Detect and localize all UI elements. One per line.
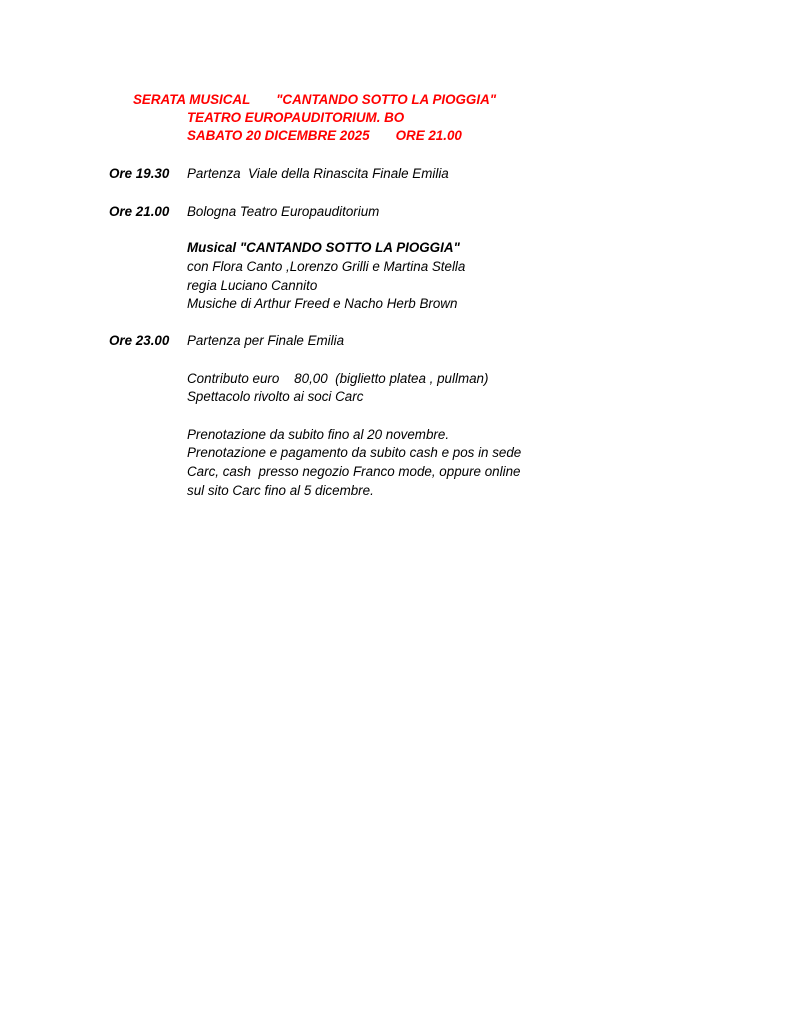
show-title: Musical "CANTANDO SOTTO LA PIOGGIA" xyxy=(187,240,460,255)
schedule-time: Ore 21.00 xyxy=(109,204,170,219)
show-direction: regia Luciano Cannito xyxy=(187,278,318,293)
booking-line: Carc, cash presso negozio Franco mode, oppure online xyxy=(187,464,521,479)
schedule-time: Ore 19.30 xyxy=(109,166,170,181)
show-music: Musiche di Arthur Freed e Nacho Herb Brown xyxy=(187,296,458,311)
booking-line: Prenotazione e pagamento da subito cash e pos in sede xyxy=(187,445,522,460)
schedule-text: Partenza Viale della Rinascita Finale Emilia xyxy=(187,166,449,181)
header-title: SERATA MUSICAL "CANTANDO SOTTO LA PIOGGIA" xyxy=(133,92,497,107)
booking-line: Prenotazione da subito fino al 20 novembre. xyxy=(187,427,450,442)
schedule-time: Ore 23.00 xyxy=(109,333,170,348)
audience-text: Spettacolo rivolto ai soci Carc xyxy=(187,389,364,404)
booking-line: sul sito Carc fino al 5 dicembre. xyxy=(187,483,374,498)
schedule-text: Partenza per Finale Emilia xyxy=(187,333,345,348)
header-date: SABATO 20 DICEMBRE 2025 ORE 21.00 xyxy=(187,128,462,143)
contribution-text: Contributo euro 80,00 (biglietto platea , pullman) xyxy=(187,371,489,386)
show-cast: con Flora Canto ,Lorenzo Grilli e Martina Stella xyxy=(187,259,466,274)
header-venue: TEATRO EUROPAUDITORIUM. BO xyxy=(187,110,405,125)
schedule-text: Bologna Teatro Europauditorium xyxy=(187,204,380,219)
